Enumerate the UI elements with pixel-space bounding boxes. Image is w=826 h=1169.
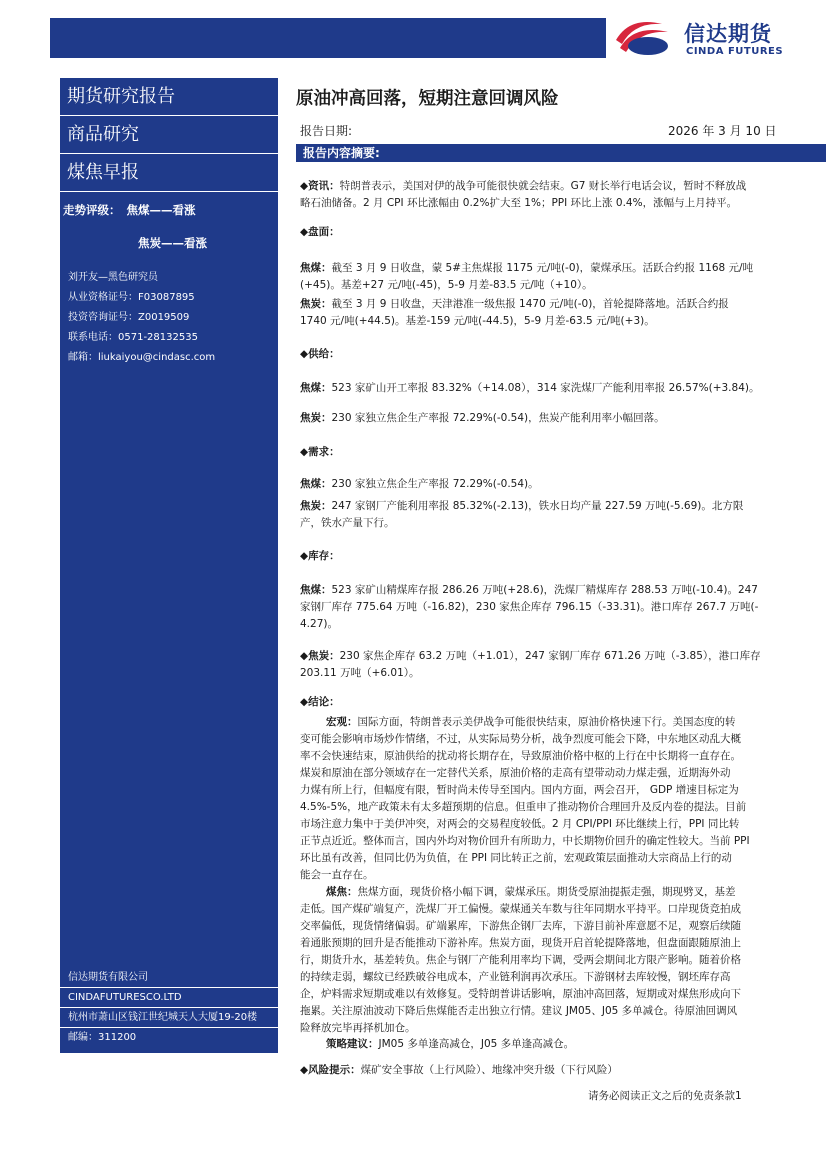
macro-line [300, 833, 826, 850]
macro-paragraph [300, 714, 826, 884]
analyst-info [68, 268, 215, 368]
market-coal [300, 260, 826, 294]
company-name-en: CINDAFUTURESCO.LTD [60, 988, 278, 1008]
macro-text: 国际方面，特朗普表示美伊战争可能很快结束，原油价格快速下行。美国态度的转 [357, 716, 736, 728]
macro-text: 变可能会影响市场炒作情绪，不过，从实际局势分析，战争烈度可能会下降，中东地区动乱大概 [300, 733, 741, 745]
market-heading: ◆盘面： [300, 226, 340, 238]
top-banner [50, 18, 606, 58]
info-line: 特朗普表示，美国对伊的战争可能很快就会结束。G7 财长举行电话会议，暂时不释放战 [339, 180, 747, 192]
main-content [296, 78, 826, 1076]
strategy-text: JM05 多单逢高减仓，J05 多单逢高减仓。 [378, 1038, 575, 1050]
macro-text: 4.5%-5%，地产政策未有太多超预期的信息。但重申了推动物价合理回升及反内卷的提法。目前 [300, 801, 747, 813]
analyst-consult-license: 投资咨询证号：Z0019509 [68, 312, 190, 323]
coal-line [300, 969, 826, 986]
company-name: 信达期货有限公司 [60, 968, 278, 988]
sidebar-title-report: 期货研究报告 [60, 78, 278, 116]
analyst-phone: 联系电话：0571-28132535 [68, 332, 198, 343]
coal-text: 的持续走弱，螺纹已经跌破谷电成本，产业链利润再次承压。下游钢材去库较慢，钢坯库存高 [300, 971, 731, 983]
market-coke-line: 截至 3 月 9 日收盘，天津港准一级焦报 1470 元/吨(-0)，首轮提降落地。活跃合约报 [331, 298, 729, 310]
demand-coke [300, 498, 826, 532]
brand-logo [612, 14, 812, 64]
market-coal-line: 截至 3 月 9 日收盘，蒙 5#主焦煤报 1175 元/吨(-0)，蒙煤承压。活跃合约报 1168 元/吨 [331, 262, 754, 274]
coal-text: 行，期货升水，基差转负。焦企与钢厂产能利用率均下调，受两会期间北方限产影响。随着价格 [300, 954, 741, 966]
sidebar [60, 78, 278, 1053]
macro-line [300, 731, 826, 748]
risk-label: ◆风险提示： [300, 1064, 361, 1076]
stock-coal-line: 4.27)。 [300, 618, 338, 630]
demand-coke-line: 产，铁水产量下行。 [300, 517, 395, 529]
footer-disclaimer: 请务必阅读正文之后的免责条款1 [588, 1090, 742, 1102]
sidebar-title-research: 商品研究 [60, 116, 278, 154]
stock-coke [300, 648, 826, 682]
brand-name-cn: 信达期货 [684, 22, 772, 46]
demand-coke-line: 247 家钢厂产能利用率报 85.32%(-2.13)，铁水日均产量 227.59 万吨(-5.69)。北方限 [331, 500, 744, 512]
company-info [60, 968, 278, 1048]
cinda-logo-icon [612, 18, 672, 58]
company-postcode: 邮编：311200 [68, 1032, 137, 1043]
analyst-email: 邮箱：liukaiyou@cindasc.com [68, 352, 216, 363]
stock-coke-line: 203.11 万吨（+6.01）。 [300, 667, 420, 679]
market-coal-line: (+45)。基差+27 元/吨(-45)，5-9 月差-83.5 元/吨（+10）。 [300, 279, 593, 291]
demand-heading: ◆需求： [300, 446, 340, 458]
supply-coke [300, 410, 826, 427]
demand-coal [300, 476, 826, 493]
analyst-license: 从业资格证号：F03087895 [68, 292, 195, 303]
report-date-value: 2026 年 3 月 10 日 [668, 124, 777, 138]
strategy-label: 策略建议： [326, 1038, 379, 1050]
stock-coke-label: ◆焦炭： [300, 650, 340, 662]
rating-coke: 焦炭——看涨 [138, 236, 207, 250]
risk [300, 1062, 826, 1079]
market-coke-line: 1740 元/吨(+44.5)。基差-159 元/吨(-44.5)，5-9 月差-63.5 元/吨(+3)。 [300, 315, 655, 327]
rating-coking-coal: 焦煤——看涨 [126, 203, 196, 217]
report-date-row [300, 122, 790, 139]
macro-line [300, 765, 826, 782]
market-coke-label: 焦炭： [300, 298, 332, 310]
coal-text: 走低。国产煤矿端复产，洗煤厂开工偏慢。蒙煤通关车数与往年同期水平持平。口岸现货竞拍成 [300, 903, 741, 915]
coal-text: 焦煤方面，现货价格小幅下调，蒙煤承压。期货受原油提振走强，期现劈叉，基差 [357, 886, 736, 898]
coal-text: 拖累。关注原油波动下降后焦煤能否走出独立行情。建议 JM05、J05 多单减仓。待原油回调风 [300, 1005, 738, 1017]
coal-line [300, 952, 826, 969]
info-section [300, 178, 826, 212]
supply-coke-text: 230 家独立焦企生产率报 72.29%(-0.54)，焦炭产能利用率小幅回落。 [331, 412, 665, 424]
supply-coal [300, 380, 826, 397]
macro-label: 宏观： [326, 716, 358, 728]
coal-text: 交率偏低，现货情绪偏弱。矿端累库，下游焦企钢厂去库，下游目前补库意愿不足，观察后续随 [300, 920, 741, 932]
macro-line [300, 816, 826, 833]
coal-line [300, 918, 826, 935]
macro-text: 力煤有所上行，但幅度有限，暂时尚未传导至国内。国内方面，两会召开， GDP 增速目标定为 [300, 784, 739, 796]
stock-heading: ◆库存： [300, 550, 340, 562]
info-line: 略石油储备。2 月 CPI 环比涨幅由 0.2%扩大至 1%；PPI 环比上涨 0.4%，涨幅与上月持平。 [300, 197, 738, 209]
report-title: 原油冲高回落，短期注意回调风险 [296, 89, 559, 109]
supply-heading: ◆供给： [300, 348, 340, 360]
coal-label: 煤焦： [326, 886, 358, 898]
macro-line [300, 748, 826, 765]
supply-coke-label: 焦炭： [300, 412, 332, 424]
sidebar-title-daily: 煤焦早报 [60, 154, 278, 192]
market-coke [300, 296, 826, 330]
coal-text: 险释放完毕再择机加仓。 [300, 1022, 416, 1034]
stock-coke-line: 230 家焦企库存 63.2 万吨（+1.01），247 家钢厂库存 671.26 万吨（-3.85），港口库存 [339, 650, 761, 662]
macro-text: 煤炭和原油在部分领域存在一定替代关系，原油价格的走高有望带动动力煤走强，近期海外动 [300, 767, 731, 779]
supply-coal-text: 523 家矿山开工率报 83.32%（+14.08），314 家洗煤厂产能利用率报 26.57%(+3.84)。 [331, 382, 760, 394]
coal-line [300, 901, 826, 918]
coal-line [300, 1003, 826, 1020]
coal-line [300, 884, 826, 901]
stock-coal-label: 焦煤： [300, 584, 332, 596]
demand-coal-text: 230 家独立焦企生产率报 72.29%(-0.54)。 [331, 478, 539, 490]
coal-line [300, 935, 826, 952]
coal-line [300, 986, 826, 1003]
conclusion-heading: ◆结论： [300, 696, 340, 708]
coal-paragraph [300, 884, 826, 1037]
supply-coal-label: 焦煤： [300, 382, 332, 394]
stock-coal-line: 523 家矿山精煤库存报 286.26 万吨(+28.6)，洗煤厂精煤库存 288.53 万吨(-10.4)。247 [331, 584, 758, 596]
macro-line [300, 850, 826, 867]
brand-name-en: CINDA FUTURES [686, 46, 784, 57]
macro-text: 环比虽有改善，但同比仍为负值，在 PPI 同比转正之前，宏观政策层面推动大宗商品上行的动 [300, 852, 732, 864]
stock-coal-line: 家钢厂库存 775.64 万吨（-16.82)，230 家焦企库存 796.15（-33.31)。港口库存 267.7 万吨(- [300, 601, 759, 613]
company-address: 杭州市萧山区钱江世纪城天人大厦19-20楼 [60, 1008, 278, 1028]
macro-line [300, 867, 826, 884]
info-heading: ◆资讯： [300, 180, 340, 192]
strategy [300, 1036, 826, 1053]
macro-line [300, 782, 826, 799]
summary-header: 报告内容摘要: [296, 144, 826, 162]
macro-text: 正节点近近。整体而言，国内外均对物价回升有所助力，中长期物价回升的确定性较大。当前 PPI [300, 835, 750, 847]
rating-label: 走势评级： [63, 203, 121, 217]
macro-text: 能会一直存在。 [300, 869, 374, 881]
risk-text: 煤矿安全事故（上行风险）、地缘冲突升级（下行风险） [360, 1064, 618, 1076]
macro-line [300, 799, 826, 816]
macro-text: 市场注意力集中于美伊冲突，对两会的交易程度较低。2 月 CPI/PPI 环比继续上行，PPI 同比转 [300, 818, 740, 830]
stock-coal [300, 582, 826, 633]
coal-line [300, 1020, 826, 1037]
macro-line [300, 714, 826, 731]
report-date-label: 报告日期: [300, 124, 353, 138]
coal-text: 企，炉料需求短期或难以有效修复。受特朗普讲话影响，原油冲高回落，短期或对煤焦形成向下 [300, 988, 741, 1000]
analyst-name: 刘开友—黑色研究员 [68, 272, 158, 283]
market-coal-label: 焦煤： [300, 262, 332, 274]
macro-text: 率不会快速结束，原油供给的扰动将长期存在，导致原油价格中枢的上行在中长期将一直存在。 [300, 750, 741, 762]
coal-text: 着通胀预期的回升是否能推动下游补库。焦炭方面，现货开启首轮提降落地，但盘面跟随原油上 [300, 937, 741, 949]
demand-coal-label: 焦煤： [300, 478, 332, 490]
report-body [300, 178, 826, 1138]
demand-coke-label: 焦炭： [300, 500, 332, 512]
